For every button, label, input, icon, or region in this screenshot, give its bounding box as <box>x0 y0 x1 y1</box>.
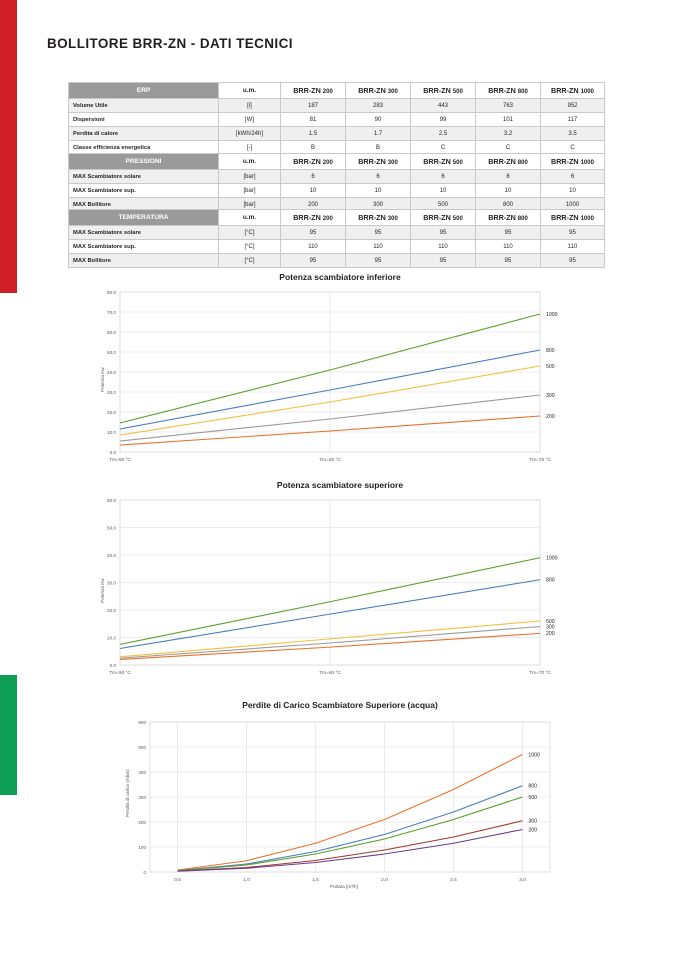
table-row-label: MAX Scambiatore solare <box>69 226 219 240</box>
table-header-cell: BRR-ZN 200 <box>281 154 346 170</box>
svg-text:70.0: 70.0 <box>107 309 116 315</box>
table-cell: 99 <box>411 113 476 127</box>
chart-legend-label: 500 <box>528 794 538 801</box>
table-cell: 283 <box>346 99 411 113</box>
chart-legend-label: 500 <box>546 363 555 370</box>
table-cell: 2.5 <box>411 127 476 141</box>
chart-legend-label: 1000 <box>546 311 558 318</box>
table-cell: 300 <box>346 198 411 212</box>
svg-text:10.0: 10.0 <box>107 429 116 435</box>
table-cell: [bar] <box>219 184 281 198</box>
svg-text:1,0: 1,0 <box>243 878 250 883</box>
table-row <box>69 184 605 198</box>
erp-table <box>68 82 605 155</box>
decorative-red-bar <box>0 0 17 293</box>
chart-y-axis-label: Potenza Kw <box>100 367 105 392</box>
page-title: BOLLITORE BRR-ZN - DATI TECNICI <box>47 36 293 51</box>
table-cell: [-] <box>219 141 281 155</box>
table-row-label: MAX Bollitore <box>69 198 219 212</box>
table-header-cell: u.m. <box>219 210 281 226</box>
table-cell: 95 <box>541 226 605 240</box>
table-row-label: Dispersioni <box>69 113 219 127</box>
svg-text:Tm=50 °C: Tm=50 °C <box>109 671 131 676</box>
table-cell: 952 <box>541 99 605 113</box>
svg-text:3,0: 3,0 <box>519 878 526 883</box>
table-cell: [l] <box>219 99 281 113</box>
table-header-cell: BRR-ZN 800 <box>476 154 541 170</box>
table-header-cell: u.m. <box>219 154 281 170</box>
table-row-label: MAX Bollitore <box>69 254 219 268</box>
temperatura-table-wrapper <box>68 209 604 268</box>
erp-table-wrapper <box>68 82 604 155</box>
table-cell: 95 <box>411 254 476 268</box>
svg-text:60.0: 60.0 <box>107 329 116 335</box>
table-cell: 117 <box>541 113 605 127</box>
table-cell: 1.7 <box>346 127 411 141</box>
table-cell: 200 <box>281 198 346 212</box>
table-cell: 6 <box>476 170 541 184</box>
table-cell: 81 <box>281 113 346 127</box>
svg-text:0: 0 <box>143 869 146 875</box>
chart-legend-label: 1000 <box>546 555 558 562</box>
table-header-cell: BRR-ZN 200 <box>281 83 346 99</box>
svg-text:Tm=60 °C: Tm=60 °C <box>319 671 341 676</box>
table-cell: 110 <box>281 240 346 254</box>
table-cell: B <box>281 141 346 155</box>
chart-legend-label: 200 <box>546 631 555 638</box>
chart-legend-label: 800 <box>546 577 555 584</box>
svg-text:10.0: 10.0 <box>107 635 116 641</box>
table-cell: [bar] <box>219 198 281 212</box>
svg-text:20.0: 20.0 <box>107 607 116 613</box>
svg-text:400: 400 <box>138 769 146 775</box>
chart-title: Perdite di Carico Scambiatore Superiore (acqua) <box>242 700 438 710</box>
pressioni-table <box>68 153 605 212</box>
table-header-cell: BRR-ZN 1000 <box>541 154 605 170</box>
table-cell: 443 <box>411 99 476 113</box>
svg-text:0.0: 0.0 <box>109 662 116 668</box>
table-cell: 95 <box>346 226 411 240</box>
chart-legend-label: 300 <box>546 624 555 631</box>
table-cell: [°C] <box>219 226 281 240</box>
svg-text:40.0: 40.0 <box>107 369 116 375</box>
table-cell: 110 <box>411 240 476 254</box>
table-cell: [bar] <box>219 170 281 184</box>
chart-plot <box>70 712 610 902</box>
table-cell: 6 <box>281 170 346 184</box>
svg-text:200: 200 <box>138 819 146 825</box>
table-cell: 110 <box>476 240 541 254</box>
svg-text:Tm=60 °C: Tm=60 °C <box>319 458 341 463</box>
table-header-cell: BRR-ZN 500 <box>411 210 476 226</box>
table-cell: 6 <box>541 170 605 184</box>
table-header-cell: BRR-ZN 800 <box>476 210 541 226</box>
table-cell: 763 <box>476 99 541 113</box>
svg-text:50.0: 50.0 <box>107 349 116 355</box>
pressioni-table-wrapper <box>68 153 604 212</box>
table-cell: C <box>476 141 541 155</box>
table-row <box>69 254 605 268</box>
table-cell: 110 <box>541 240 605 254</box>
chart-legend-label: 300 <box>546 392 555 399</box>
table-row-label: Perdita di calore <box>69 127 219 141</box>
table-cell: 500 <box>411 198 476 212</box>
table-row <box>69 99 605 113</box>
table-header-cell: BRR-ZN 500 <box>411 154 476 170</box>
decorative-green-bar <box>0 675 17 795</box>
table-header-cell: BRR-ZN 500 <box>411 83 476 99</box>
chart-plot <box>70 284 610 474</box>
table-cell: 101 <box>476 113 541 127</box>
table-cell: 1000 <box>541 198 605 212</box>
table-cell: 95 <box>411 226 476 240</box>
table-header-cell: BRR-ZN 300 <box>346 83 411 99</box>
svg-text:0.0: 0.0 <box>109 449 116 455</box>
table-cell: 95 <box>541 254 605 268</box>
chart-legend-label: 200 <box>546 413 555 420</box>
table-cell: 6 <box>411 170 476 184</box>
svg-text:2,0: 2,0 <box>381 878 388 883</box>
table-cell: 10 <box>281 184 346 198</box>
table-cell: [W] <box>219 113 281 127</box>
svg-text:1,5: 1,5 <box>312 878 319 883</box>
table-row <box>69 240 605 254</box>
chart-potenza-inferiore <box>70 272 610 474</box>
chart-title: Potenza scambiatore superiore <box>276 480 404 490</box>
table-header-row <box>69 210 605 226</box>
svg-text:Tm=50 °C: Tm=50 °C <box>109 458 131 463</box>
table-cell: [°C] <box>219 254 281 268</box>
chart-title: Potenza scambiatore inferiore <box>279 272 401 282</box>
svg-text:Tm=70 °C: Tm=70 °C <box>529 458 551 463</box>
chart-legend-label: 1000 <box>528 752 540 759</box>
table-header-row <box>69 154 605 170</box>
table-cell: [kWh/24h] <box>219 127 281 141</box>
svg-text:30.0: 30.0 <box>107 580 116 586</box>
svg-text:60.0: 60.0 <box>107 497 116 503</box>
table-cell: 10 <box>476 184 541 198</box>
table-row <box>69 127 605 141</box>
table-cell: 800 <box>476 198 541 212</box>
chart-x-axis-label: Portata [m³/h] <box>330 884 358 889</box>
table-header-cell: BRR-ZN 300 <box>346 210 411 226</box>
table-cell: 95 <box>476 226 541 240</box>
svg-text:0,5: 0,5 <box>174 878 181 883</box>
table-header-cell: TEMPERATURA <box>69 210 219 226</box>
svg-text:2,5: 2,5 <box>450 878 457 883</box>
table-header-cell: PRESSIONI <box>69 154 219 170</box>
table-cell: 10 <box>346 184 411 198</box>
svg-text:500: 500 <box>138 744 146 750</box>
chart-legend-label: 200 <box>528 827 538 834</box>
table-row-label: MAX Scambiatore sup. <box>69 184 219 198</box>
table-cell: 3.2 <box>476 127 541 141</box>
table-row <box>69 226 605 240</box>
chart-perdite-carico <box>70 700 610 902</box>
table-header-cell: u.m. <box>219 83 281 99</box>
table-cell: 187 <box>281 99 346 113</box>
svg-text:40.0: 40.0 <box>107 552 116 558</box>
table-cell: 95 <box>281 226 346 240</box>
table-cell: C <box>411 141 476 155</box>
svg-text:300: 300 <box>138 794 146 800</box>
table-row <box>69 113 605 127</box>
svg-text:30.0: 30.0 <box>107 389 116 395</box>
table-cell: 95 <box>476 254 541 268</box>
table-cell: [°C] <box>219 240 281 254</box>
chart-legend-label: 800 <box>546 347 555 354</box>
chart-legend-label: 800 <box>528 783 538 790</box>
svg-text:Tm=70 °C: Tm=70 °C <box>529 671 551 676</box>
svg-text:80.0: 80.0 <box>107 289 116 295</box>
table-cell: 110 <box>346 240 411 254</box>
table-header-cell: ERP <box>69 83 219 99</box>
table-cell: C <box>541 141 605 155</box>
table-row-label: MAX Scambiatore solare <box>69 170 219 184</box>
svg-text:50.0: 50.0 <box>107 525 116 531</box>
table-row-label: Volume Utile <box>69 99 219 113</box>
table-cell: 3.5 <box>541 127 605 141</box>
chart-y-axis-label: Potenza Kw <box>100 577 105 603</box>
temperatura-table <box>68 209 605 268</box>
table-header-cell: BRR-ZN 800 <box>476 83 541 99</box>
table-cell: 95 <box>346 254 411 268</box>
chart-potenza-superiore <box>70 480 610 687</box>
table-header-cell: BRR-ZN 200 <box>281 210 346 226</box>
table-header-cell: BRR-ZN 1000 <box>541 210 605 226</box>
table-header-cell: BRR-ZN 1000 <box>541 83 605 99</box>
table-cell: 90 <box>346 113 411 127</box>
table-cell: 10 <box>541 184 605 198</box>
table-cell: B <box>346 141 411 155</box>
table-row-label: MAX Scambiatore sup. <box>69 240 219 254</box>
svg-text:600: 600 <box>138 719 146 725</box>
svg-text:100: 100 <box>138 844 146 850</box>
svg-text:20.0: 20.0 <box>107 409 116 415</box>
table-cell: 1.5 <box>281 127 346 141</box>
table-cell: 6 <box>346 170 411 184</box>
table-header-cell: BRR-ZN 300 <box>346 154 411 170</box>
chart-y-axis-label: Perdita di carico (mbar) <box>125 769 130 817</box>
table-cell: 10 <box>411 184 476 198</box>
table-cell: 95 <box>281 254 346 268</box>
chart-legend-label: 300 <box>528 818 538 825</box>
table-header-row <box>69 83 605 99</box>
table-row <box>69 170 605 184</box>
chart-plot <box>70 492 610 687</box>
chart-legend-label: 500 <box>546 618 555 625</box>
table-row-label: Classe efficienza energetica <box>69 141 219 155</box>
